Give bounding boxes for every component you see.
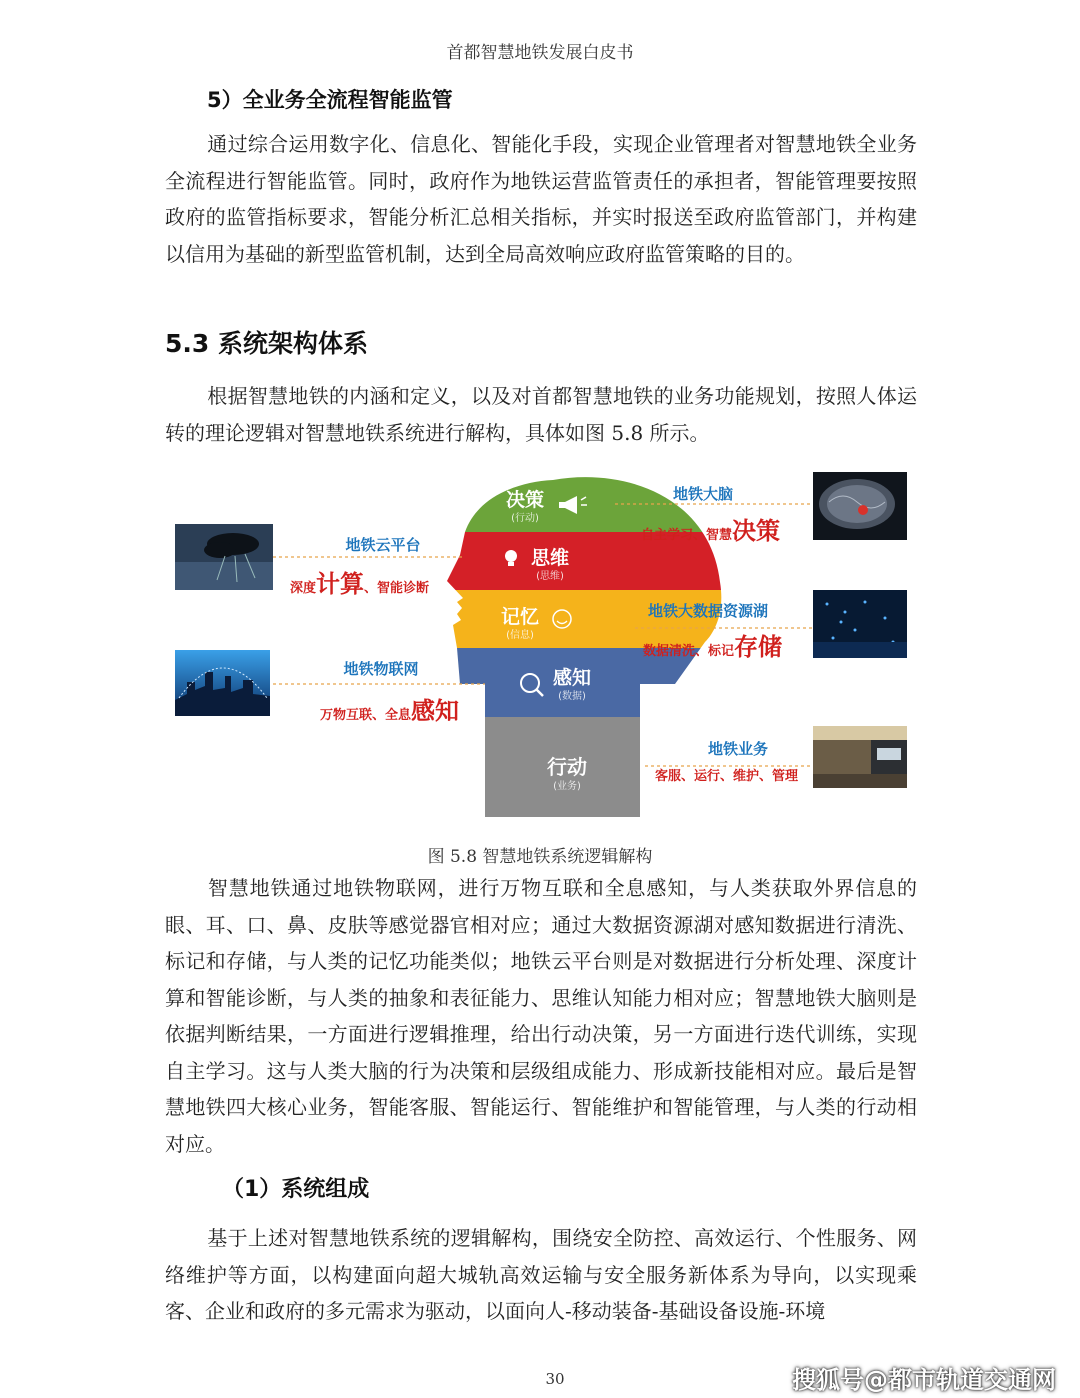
iot-title: 地铁物联网 <box>343 660 419 678</box>
perception-sublabel: (数据) <box>558 691 586 702</box>
action-label: 行动 <box>547 755 587 779</box>
subsection-1-heading: （1）系统组成 <box>222 1177 370 1202</box>
business-title: 地铁业务 <box>707 740 769 758</box>
subway-train-photo <box>813 726 907 788</box>
iot-desc <box>320 697 459 725</box>
cloud-platform-title: 地铁云平台 <box>345 536 421 554</box>
lake-desc-pre: 数据清洗、标记 <box>643 644 735 659</box>
perception-label: 感知 <box>552 667 592 689</box>
figure-caption: 图 5.8 智慧地铁系统逻辑解构 <box>427 847 653 867</box>
figure-explanation-paragraph <box>165 870 917 1162</box>
running-header: 首都智慧地铁发展白皮书 <box>446 43 634 63</box>
section-5-3-text: 根据智慧地铁的内涵和定义，以及对首都智慧地铁的业务功能规划，按照人体运转的理论逻辑对智慧地铁系统进行解构，具体如图 5.8 所示。 <box>165 384 917 445</box>
data-lake-photo <box>813 590 907 658</box>
decision-sublabel: (行动) <box>511 513 539 524</box>
cloud-desc-pre: 深度 <box>290 581 317 596</box>
section-5-heading: 5）全业务全流程智能监管 <box>207 88 453 112</box>
section-5-3-paragraph <box>165 378 917 451</box>
brain-desc-pre: 自主学习、智慧 <box>641 528 733 543</box>
brain-desc-big: 决策 <box>732 517 781 545</box>
iot-desc-pre: 万物互联、全息 <box>320 708 412 723</box>
iot-desc-big: 感知 <box>411 697 460 725</box>
business-desc: 客服、运行、维护、管理 <box>655 769 799 784</box>
decision-label: 决策 <box>505 489 545 511</box>
figure-explanation-text: 智慧地铁通过地铁物联网，进行万物互联和全息感知，与人类获取外界信息的眼、耳、口、鼻、皮肤等感觉器官相对应；通过大数据资源湖对感知数据进行清洗、标记和存储，与人类的记忆功能类似；地铁云平台则是对数据进行分析处理、深度计算和智能诊断，与人类的抽象和表征能力、思维认知能力相对应；智慧地铁大脑则是依据判断结果，一方面进行逻辑推理，给出行动决策，另一方面进行迭代训练，实现自主学习。这与人类大脑的行为决策和层级组成能力、形成新技能相对应。最后是智慧地铁四大核心业务，智能客服、智能运行、智能维护和智能管理，与人类的行动相对应。 <box>165 876 917 1156</box>
memory-label: 记忆 <box>500 606 540 628</box>
page-number: 30 <box>545 1370 565 1388</box>
lake-desc-big: 存储 <box>734 633 783 661</box>
subsection-1-text: 基于上述对智慧地铁系统的逻辑解构，围绕安全防控、高效运行、个性服务、网络维护等方面，以构建面向超大城轨高效运输与安全服务新体系为导向，以实现乘客、企业和政府的多元需求为驱动，以面向人-移动装备-基础设备设施-环境 <box>165 1226 917 1323</box>
subsection-1-paragraph <box>165 1220 917 1330</box>
figure-5-8-diagram <box>165 462 915 822</box>
cloud-platform-photo <box>175 524 273 590</box>
thinking-sublabel: (思维) <box>536 571 564 582</box>
data-lake-title: 地铁大数据资源湖 <box>647 602 769 620</box>
brain-title: 地铁大脑 <box>672 485 734 503</box>
iot-city-photo <box>175 650 270 716</box>
section-5-3-heading: 5.3 系统架构体系 <box>165 329 368 358</box>
memory-sublabel: (信息) <box>506 630 534 641</box>
section-5-paragraph <box>165 126 917 272</box>
cloud-desc-post: 、智能诊断 <box>364 581 430 596</box>
cloud-desc-big: 计算 <box>316 570 365 598</box>
section-5-text: 通过综合运用数字化、信息化、智能化手段，实现企业管理者对智慧地铁全业务全流程进行智能监管。同时，政府作为地铁运营监管责任的承担者，智能管理要按照政府的监管指标要求，智能分析汇总相关指标，并实时报送至政府监管部门，并构建以信用为基础的新型监管机制，达到全局高效响应政府监管策略的目的。 <box>165 132 917 266</box>
cloud-platform-desc <box>290 570 429 598</box>
brain-photo <box>813 472 907 540</box>
source-watermark: 搜狐号@都市轨道交通网 <box>792 1366 1056 1394</box>
thinking-label: 思维 <box>530 547 570 569</box>
action-sublabel: (业务) <box>553 781 581 792</box>
